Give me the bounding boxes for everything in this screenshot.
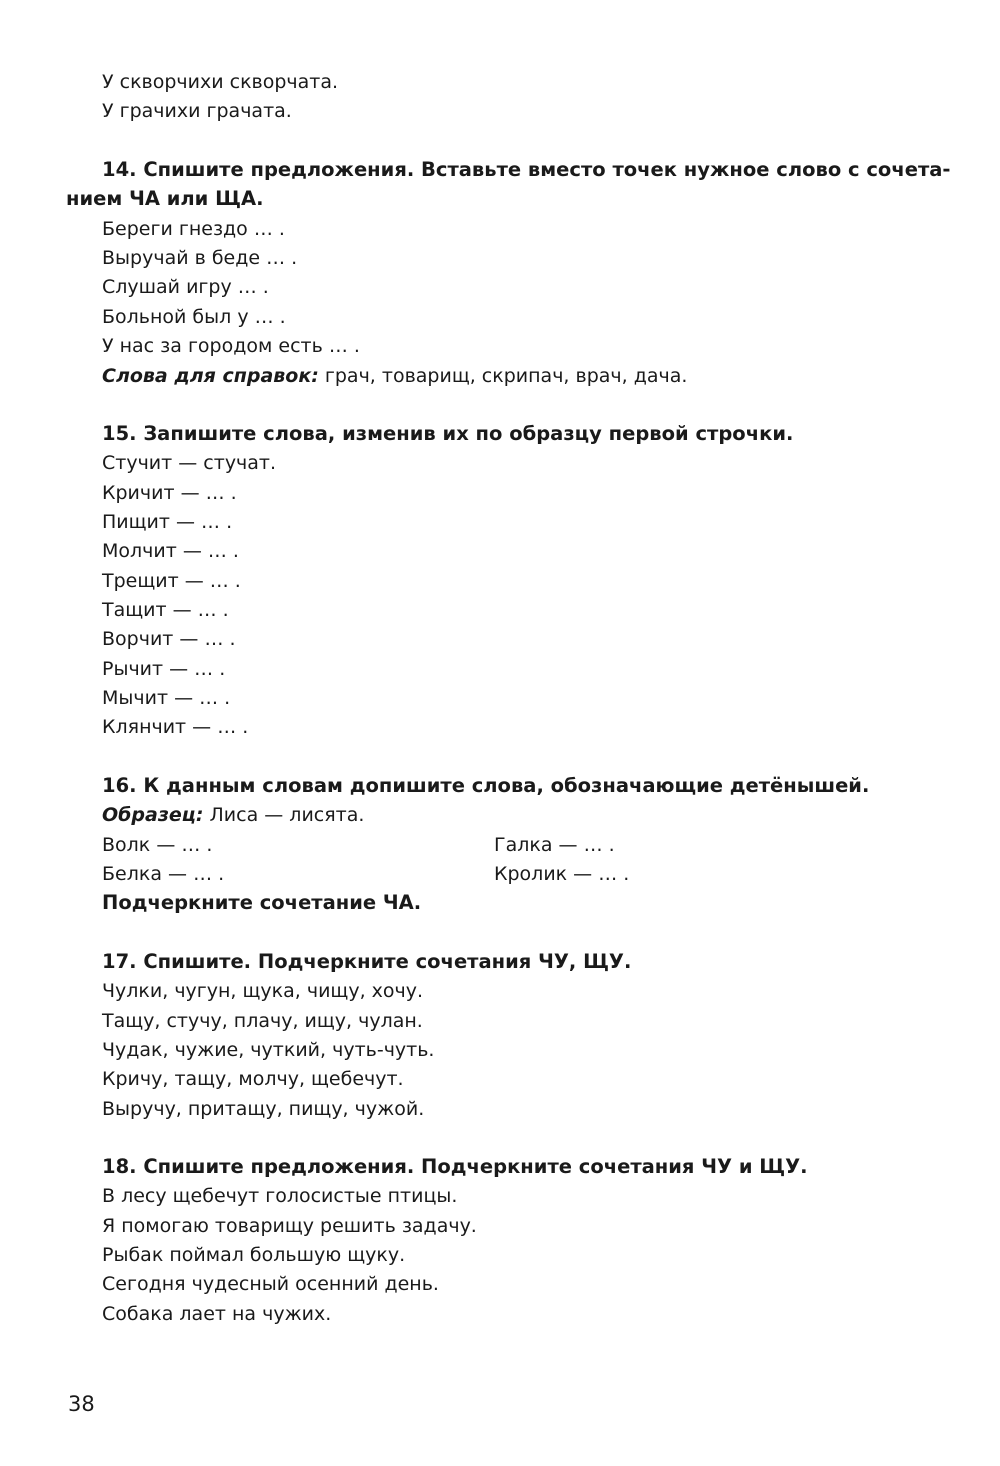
exercise-14-line: Береги гнездо … . xyxy=(102,218,285,240)
exercise-15-line: Молчит — … . xyxy=(102,540,239,562)
exercise-16-footer: Подчеркните сочетание ЧА. xyxy=(102,891,422,914)
exercise-15-line: Стучит — стучат. xyxy=(102,452,277,474)
exercise-16-title: 16. К данным словам допишите слова, обозначающие детёнышей. xyxy=(102,774,870,797)
exercise-17-line: Тащу, стучу, плачу, ищу, чулан. xyxy=(102,1010,423,1032)
exercise-18-line: Я помогаю товарищу решить задачу. xyxy=(102,1215,477,1237)
exercise-17-title: 17. Спишите. Подчеркните сочетания ЧУ, ЩУ. xyxy=(102,950,632,973)
sample-label: Образец: xyxy=(102,804,204,826)
exercise-14-hint xyxy=(102,363,687,389)
exercise-18-title: 18. Спишите предложения. Подчеркните сочетания ЧУ и ЩУ. xyxy=(102,1155,808,1178)
exercise-14-title: 14. Спишите предложения. Вставьте вместо точек нужное слово с сочета- xyxy=(102,158,951,181)
exercise-17-line: Выручу, притащу, пищу, чужой. xyxy=(102,1098,425,1120)
exercise-15-line: Рычит — … . xyxy=(102,658,226,680)
exercise-15-line: Клянчит — … . xyxy=(102,716,249,738)
exercise-16-item: Кролик — … . xyxy=(494,863,630,885)
exercise-15-line: Тащит — … . xyxy=(102,599,229,621)
exercise-16-item: Волк — … . xyxy=(102,834,213,856)
exercise-14-title-cont: нием ЧА или ЩА. xyxy=(66,187,264,210)
exercise-17-line: Кричу, тащу, молчу, щебечут. xyxy=(102,1068,404,1090)
exercise-14-line: Слушай игру … . xyxy=(102,276,269,298)
exercise-15-line: Кричит — … . xyxy=(102,482,237,504)
exercise-15-title: 15. Запишите слова, изменив их по образцу первой строчки. xyxy=(102,422,794,445)
exercise-17-line: Чудак, чужие, чуткий, чуть-чуть. xyxy=(102,1039,435,1061)
exercise-15-line: Ворчит — … . xyxy=(102,628,236,650)
exercise-14-line: Больной был у … . xyxy=(102,306,286,328)
exercise-15-line: Трещит — … . xyxy=(102,570,241,592)
exercise-15-line: Пищит — … . xyxy=(102,511,233,533)
intro-line: У грачихи грачата. xyxy=(102,100,292,122)
exercise-17-line: Чулки, чугун, щука, чищу, хочу. xyxy=(102,980,424,1002)
exercise-15-line: Мычит — … . xyxy=(102,687,231,709)
page-number: 38 xyxy=(68,1392,95,1416)
exercise-18-line: Собака лает на чужих. xyxy=(102,1303,332,1325)
exercise-18-line: В лесу щебечут голосистые птицы. xyxy=(102,1185,458,1207)
exercise-18-line: Сегодня чудесный осенний день. xyxy=(102,1273,439,1295)
sample-text: Лиса — лисята. xyxy=(203,804,365,826)
hint-label: Слова для справок: xyxy=(102,365,319,387)
hint-text: грач, товарищ, скрипач, врач, дача. xyxy=(318,365,688,387)
exercise-16-item: Белка — … . xyxy=(102,863,225,885)
intro-line: У скворчихи скворчата. xyxy=(102,71,339,93)
exercise-14-line: У нас за городом есть … . xyxy=(102,335,360,357)
exercise-16-sample xyxy=(102,802,364,828)
exercise-18-line: Рыбак поймал большую щуку. xyxy=(102,1244,406,1266)
exercise-14-line: Выручай в беде … . xyxy=(102,247,298,269)
exercise-16-item: Галка — … . xyxy=(494,834,615,856)
